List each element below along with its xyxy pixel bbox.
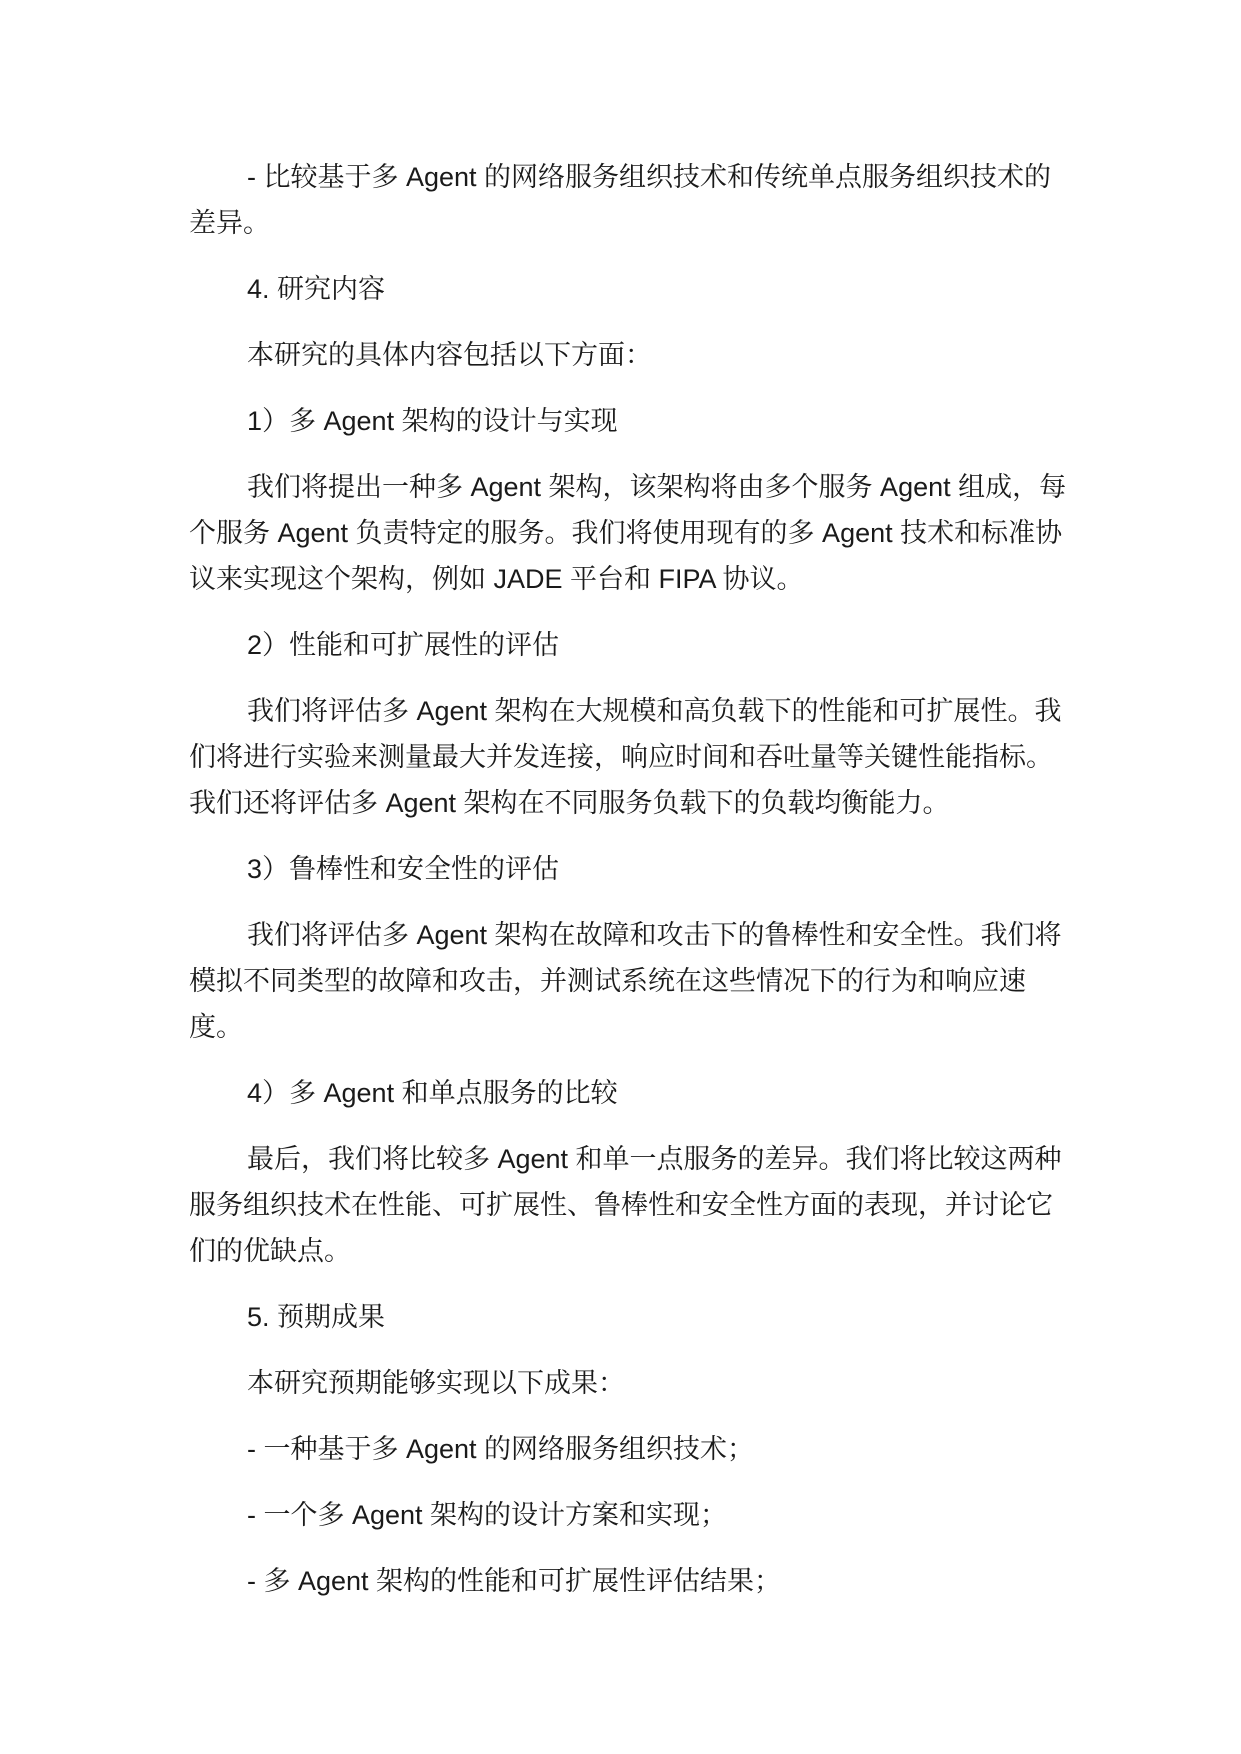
paragraph-comparison: 最后，我们将比较多 Agent 和单一点服务的差异。我们将比较这两种服务组织技术在性能、可扩展性、鲁棒性和安全性方面的表现，并讨论它们的优缺点。 bbox=[189, 1144, 1062, 1266]
paragraph-comparison-bullet: - 比较基于多 Agent 的网络服务组织技术和传统单点服务组织技术的差异。 bbox=[189, 162, 1052, 238]
paragraph-expected-results-intro: 本研究预期能够实现以下成果： bbox=[247, 1368, 625, 1398]
section-heading-expected-results: 5. 预期成果 bbox=[247, 1302, 386, 1332]
subheading-architecture-design: 1）多 Agent 架构的设计与实现 bbox=[247, 406, 618, 436]
paragraph-performance-scalability: 我们将评估多 Agent 架构在大规模和高负载下的性能和可扩展性。我们将进行实验来测量最大并发连接，响应时间和吞吐量等关键性能指标。我们还将评估多 Agent 架构在不同服务负载下的负载均衡能力。 bbox=[189, 696, 1062, 818]
result-bullet-2: - 一个多 Agent 架构的设计方案和实现； bbox=[247, 1500, 728, 1530]
document-body bbox=[189, 154, 1069, 1624]
paragraph-architecture-design: 我们将提出一种多 Agent 架构，该架构将由多个服务 Agent 组成，每个服务 Agent 负责特定的服务。我们将使用现有的多 Agent 技术和标准协议来实现这个架构，例如 JADE 平台和 FIPA 协议。 bbox=[189, 472, 1067, 594]
paragraph-robustness-security: 我们将评估多 Agent 架构在故障和攻击下的鲁棒性和安全性。我们将模拟不同类型的故障和攻击，并测试系统在这些情况下的行为和响应速度。 bbox=[189, 920, 1062, 1042]
subheading-robustness-security: 3）鲁棒性和安全性的评估 bbox=[247, 854, 560, 884]
result-bullet-1: - 一种基于多 Agent 的网络服务组织技术； bbox=[247, 1434, 755, 1464]
paragraph-research-content-intro: 本研究的具体内容包括以下方面： bbox=[247, 340, 652, 370]
subheading-comparison: 4）多 Agent 和单点服务的比较 bbox=[247, 1078, 618, 1108]
result-bullet-3: - 多 Agent 架构的性能和可扩展性评估结果； bbox=[247, 1566, 782, 1596]
section-heading-research-content: 4. 研究内容 bbox=[247, 274, 386, 304]
subheading-performance-scalability: 2）性能和可扩展性的评估 bbox=[247, 630, 560, 660]
